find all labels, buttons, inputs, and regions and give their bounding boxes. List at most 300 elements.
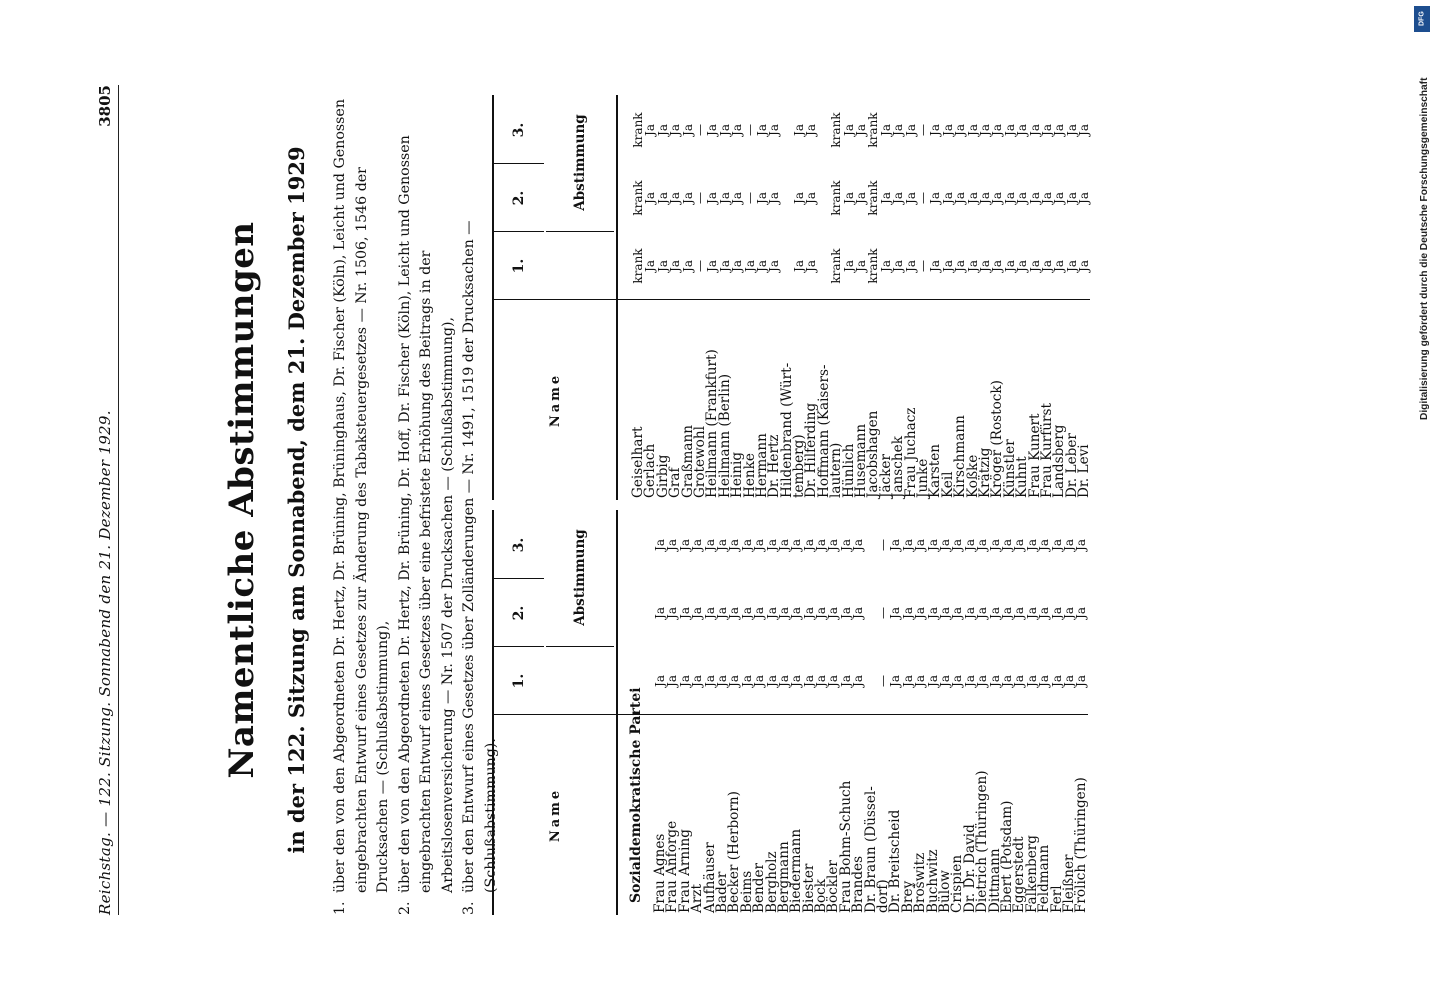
vote-1-value: krank bbox=[631, 248, 645, 284]
vote-item-number: 1. bbox=[332, 901, 348, 915]
vote-3-value: Ja bbox=[655, 124, 670, 136]
vote-3-value: Ja bbox=[680, 124, 695, 136]
member-name: Bader bbox=[713, 871, 730, 913]
member-name: Krätzig bbox=[976, 447, 993, 498]
vote-item bbox=[395, 80, 460, 915]
vote-2-value: Ja bbox=[950, 607, 965, 619]
vote-3-value: Ja bbox=[1074, 539, 1089, 551]
vote-3-value: — bbox=[876, 539, 891, 551]
table-row bbox=[952, 95, 969, 500]
vote-1-value: Ja bbox=[891, 260, 906, 272]
vote-1-value: Ja bbox=[925, 675, 940, 687]
vote-3-value: Ja bbox=[814, 539, 829, 551]
header-vote-2: 2. bbox=[494, 578, 544, 647]
vote-2-value: Ja bbox=[754, 192, 769, 204]
member-name: Girbig bbox=[654, 454, 671, 498]
table-header bbox=[492, 95, 618, 500]
vote-2-value: Ja bbox=[841, 192, 856, 204]
vote-2-value: Ja bbox=[854, 192, 869, 204]
vote-2-value: Ja bbox=[888, 607, 903, 619]
vote-2-value: Ja bbox=[776, 607, 791, 619]
digitization-note: Digitalisierung gefördert durch die Deutsche Forschungsgemeinschaft bbox=[1419, 77, 1430, 420]
table-row bbox=[914, 95, 931, 500]
vote-2-value: Ja bbox=[764, 607, 779, 619]
vote-1-value: Ja bbox=[838, 675, 853, 687]
table-row bbox=[887, 510, 904, 915]
vote-1-value: Ja bbox=[754, 260, 769, 272]
vote-2-value: Ja bbox=[1012, 607, 1027, 619]
vote-3-value: Ja bbox=[999, 539, 1014, 551]
vote-3-value: Ja bbox=[730, 124, 745, 136]
vote-2-value: Ja bbox=[730, 192, 745, 204]
vote-3-value: Ja bbox=[690, 539, 705, 551]
vote-1-value: Ja bbox=[913, 675, 928, 687]
vote-3-value: Ja bbox=[928, 124, 943, 136]
vote-1-value: Ja bbox=[643, 260, 658, 272]
vote-3-value: Ja bbox=[767, 124, 782, 136]
vote-3-value: Ja bbox=[990, 124, 1005, 136]
vote-2-value: Ja bbox=[878, 192, 893, 204]
table-row bbox=[716, 95, 733, 500]
document-page bbox=[52, 0, 1292, 1000]
table-body bbox=[618, 510, 1088, 915]
vote-2-value: Ja bbox=[1052, 192, 1067, 204]
vote-1-value: Ja bbox=[1074, 675, 1089, 687]
vote-1-value: Ja bbox=[975, 675, 990, 687]
vote-3-value: Ja bbox=[838, 539, 853, 551]
member-name: Husemann bbox=[853, 423, 870, 498]
vote-3-value: Ja bbox=[653, 539, 667, 551]
member-name: Hildenbrand (Würt- bbox=[778, 362, 795, 498]
table-row bbox=[1073, 510, 1090, 915]
member-name: Kirschmann bbox=[952, 415, 969, 498]
vote-1-value: Ja bbox=[690, 675, 705, 687]
member-name: Frau Bohm-Schuch bbox=[837, 780, 854, 913]
vote-item-text: über den Entwurf eines Gesetzes über Zolländerungen — Nr. 1491, 1519 der Drucksachen — (Schlußabstimmung). bbox=[461, 220, 499, 893]
table-row bbox=[1063, 95, 1080, 500]
vote-2-value: Ja bbox=[655, 192, 670, 204]
vote-2-value: Ja bbox=[1027, 192, 1042, 204]
vote-3-value: Ja bbox=[1037, 539, 1052, 551]
member-name: Karsten bbox=[927, 444, 944, 498]
vote-1-value: Ja bbox=[999, 675, 1014, 687]
member-name: Brey bbox=[899, 880, 916, 913]
member-name: Frau Arning bbox=[676, 829, 693, 913]
vote-1-value: Ja bbox=[668, 260, 683, 272]
member-name: Ferl bbox=[1048, 885, 1065, 913]
vote-2-value: Ja bbox=[727, 607, 742, 619]
vote-1-value: Ja bbox=[789, 675, 804, 687]
header-vote-3: 3. bbox=[511, 537, 527, 553]
table-row bbox=[862, 510, 879, 915]
vote-1-value: — bbox=[915, 260, 930, 272]
vote-2-value: Ja bbox=[789, 607, 804, 619]
document-title: Namentliche Abstimmungen bbox=[222, 221, 262, 779]
vote-3-value: — bbox=[915, 124, 930, 136]
vote-1-value: Ja bbox=[739, 675, 754, 687]
member-name: Gerlach bbox=[642, 443, 659, 498]
vote-2-value: Ja bbox=[1077, 192, 1092, 204]
vote-1-value: Ja bbox=[841, 260, 856, 272]
table-row bbox=[1036, 510, 1053, 915]
member-name: Bergmann bbox=[775, 841, 792, 913]
vote-2-value: Ja bbox=[752, 607, 767, 619]
vote-2-value: Ja bbox=[940, 192, 955, 204]
page-number: 3805 bbox=[96, 85, 114, 127]
vote-2-value: Ja bbox=[987, 607, 1002, 619]
vote-2-value: Ja bbox=[977, 192, 992, 204]
vote-3-value: Ja bbox=[965, 124, 980, 136]
vote-1-value: Ja bbox=[776, 675, 791, 687]
vote-2-value: Ja bbox=[903, 192, 918, 204]
vote-1-value: Ja bbox=[814, 675, 829, 687]
table-row bbox=[828, 95, 845, 500]
vote-3-value: Ja bbox=[900, 539, 915, 551]
table-rows bbox=[630, 95, 1093, 500]
vote-3-value: Ja bbox=[739, 539, 754, 551]
member-name: Dr. Hilferding bbox=[803, 402, 820, 498]
member-name: Heilmann (Berlin) bbox=[716, 373, 733, 498]
vote-1-value: Ja bbox=[878, 260, 893, 272]
member-name: Keil bbox=[939, 471, 956, 498]
vote-1-value: Ja bbox=[965, 260, 980, 272]
member-name: Frau Kurfürst bbox=[1038, 403, 1055, 498]
vote-3-value: Ja bbox=[1039, 124, 1054, 136]
table-row bbox=[738, 510, 755, 915]
table-body bbox=[618, 95, 1093, 500]
vote-2-value: Ja bbox=[1039, 192, 1054, 204]
vote-1-value: krank bbox=[829, 248, 844, 284]
member-name: Brandes bbox=[850, 855, 867, 913]
vote-1-value: Ja bbox=[903, 260, 918, 272]
member-name: Dr. Breitscheid bbox=[887, 809, 904, 913]
vote-1-value: Ja bbox=[990, 260, 1005, 272]
vote-1-value: Ja bbox=[900, 675, 915, 687]
vote-1-value: Ja bbox=[1049, 675, 1064, 687]
vote-2-value: krank bbox=[866, 180, 881, 216]
vote-1-value: Ja bbox=[1012, 675, 1027, 687]
member-name: Frau Juchacz bbox=[902, 407, 919, 498]
vote-3-value: krank bbox=[631, 112, 645, 148]
vote-item-number: 2. bbox=[396, 901, 413, 915]
vote-2-value: Ja bbox=[767, 192, 782, 204]
vote-3-value: Ja bbox=[977, 124, 992, 136]
member-name: Kuhnt bbox=[1014, 456, 1031, 498]
vote-2-value: Ja bbox=[965, 192, 980, 204]
vote-3-value: Ja bbox=[804, 124, 819, 136]
vote-1-value: Ja bbox=[1077, 260, 1092, 272]
vote-1-value: Ja bbox=[717, 260, 732, 272]
member-name: Heinig bbox=[729, 451, 746, 498]
vote-1-value: Ja bbox=[977, 260, 992, 272]
document-subtitle: in der 122. Sitzung am Sonnabend, dem 21. Dezember 1929 bbox=[284, 146, 309, 854]
member-name: Biedermann bbox=[788, 828, 805, 913]
member-name: Grotewohl bbox=[691, 426, 708, 498]
vote-1-value: Ja bbox=[1061, 675, 1076, 687]
vote-3-value: Ja bbox=[714, 539, 729, 551]
vote-3-value: Ja bbox=[841, 124, 856, 136]
vote-3-value: Ja bbox=[878, 124, 893, 136]
vote-2-value: Ja bbox=[653, 607, 667, 619]
vote-3-value: Ja bbox=[717, 124, 732, 136]
vote-3-value: Ja bbox=[888, 539, 903, 551]
vote-3-value: Ja bbox=[752, 539, 767, 551]
vote-3-value: Ja bbox=[854, 124, 869, 136]
vote-2-value: Ja bbox=[999, 607, 1014, 619]
vote-1-value: Ja bbox=[677, 675, 692, 687]
vote-1-value: Ja bbox=[940, 260, 955, 272]
member-name: Frau Kunert bbox=[1026, 413, 1043, 498]
vote-2-value: Ja bbox=[937, 607, 952, 619]
member-name: Landsberg bbox=[1051, 424, 1068, 498]
member-name: Bülow bbox=[936, 870, 953, 913]
vote-1-value: Ja bbox=[1064, 260, 1079, 272]
vote-2-value: Ja bbox=[928, 192, 943, 204]
header-abstimmung: Abstimmung bbox=[546, 509, 614, 647]
member-name: Hermann bbox=[753, 433, 770, 498]
vote-2-value: Ja bbox=[814, 607, 829, 619]
vote-3-value: Ja bbox=[677, 539, 692, 551]
member-name: Feldmann bbox=[1036, 844, 1053, 913]
vote-table-right bbox=[492, 95, 1093, 500]
table-row bbox=[726, 510, 743, 915]
member-name: Bender bbox=[751, 862, 768, 913]
table-row bbox=[701, 510, 718, 915]
member-name: temberg) bbox=[791, 434, 808, 498]
member-name: Jacobshagen bbox=[865, 410, 882, 498]
table-row bbox=[1001, 95, 1018, 500]
table-row bbox=[964, 95, 981, 500]
table-row bbox=[676, 510, 693, 915]
vote-3-value: Ja bbox=[851, 539, 866, 551]
table-row bbox=[837, 510, 854, 915]
vote-2-value: — bbox=[692, 192, 707, 204]
vote-2-value: Ja bbox=[953, 192, 968, 204]
member-name: dorf) bbox=[875, 879, 892, 913]
vote-3-value: Ja bbox=[1002, 124, 1017, 136]
vote-1-value: Ja bbox=[702, 675, 717, 687]
vote-2-value: Ja bbox=[1002, 192, 1017, 204]
vote-1-value: Ja bbox=[1015, 260, 1030, 272]
table-row bbox=[788, 510, 805, 915]
vote-3-value: Ja bbox=[913, 539, 928, 551]
vote-2-value: Ja bbox=[851, 607, 866, 619]
vote-2-value: Ja bbox=[925, 607, 940, 619]
member-name: Frölich (Thüringen) bbox=[1073, 777, 1090, 913]
vote-2-value: Ja bbox=[739, 607, 754, 619]
vote-1-value: Ja bbox=[742, 260, 757, 272]
vote-3-value: Ja bbox=[940, 124, 955, 136]
vote-1-value: Ja bbox=[1039, 260, 1054, 272]
table-row bbox=[815, 95, 832, 500]
vote-3-value: Ja bbox=[727, 539, 742, 551]
vote-2-value: Ja bbox=[801, 607, 816, 619]
vote-3-value: Ja bbox=[1027, 124, 1042, 136]
table-row bbox=[902, 95, 919, 500]
member-name: Dr. Braun (Düssel- bbox=[862, 786, 879, 913]
vote-2-value: — bbox=[742, 192, 757, 204]
member-name: Eggerstedt bbox=[1011, 836, 1028, 913]
table-row bbox=[654, 95, 671, 500]
vote-1-value: Ja bbox=[705, 260, 720, 272]
vote-3-value: Ja bbox=[1024, 539, 1039, 551]
vote-2-value: Ja bbox=[705, 192, 720, 204]
vote-2-value: Ja bbox=[668, 192, 683, 204]
vote-3-value: Ja bbox=[937, 539, 952, 551]
vote-1-value: Ja bbox=[767, 260, 782, 272]
vote-3-value: Ja bbox=[665, 539, 680, 551]
vote-2-value: Ja bbox=[1064, 192, 1079, 204]
vote-3-value: Ja bbox=[1049, 539, 1064, 551]
vote-2-value: Ja bbox=[643, 192, 658, 204]
member-name: Becker (Herborn) bbox=[726, 791, 743, 913]
vote-3-value: Ja bbox=[1012, 539, 1027, 551]
member-name: lautern) bbox=[828, 442, 845, 498]
vote-1-value: Ja bbox=[851, 675, 866, 687]
member-name: Graßmann bbox=[679, 424, 696, 498]
vote-2-value: Ja bbox=[891, 192, 906, 204]
vote-2-value: Ja bbox=[717, 192, 732, 204]
vote-3-value: Ja bbox=[987, 539, 1002, 551]
vote-table-left bbox=[492, 510, 1088, 915]
member-name: Dr. Hertz bbox=[766, 434, 783, 498]
member-name: Bergholz bbox=[763, 851, 780, 913]
vote-3-value: Ja bbox=[1061, 539, 1076, 551]
vote-1-value: Ja bbox=[928, 260, 943, 272]
vote-1-value: Ja bbox=[826, 675, 841, 687]
member-name: Hoffmann (Kaisers- bbox=[815, 364, 832, 498]
vote-3-value: Ja bbox=[903, 124, 918, 136]
vote-1-value: Ja bbox=[1052, 260, 1067, 272]
member-name: Henke bbox=[741, 453, 758, 498]
vote-2-value: Ja bbox=[792, 192, 807, 204]
member-name: Jäcker bbox=[877, 454, 894, 498]
vote-1-value: Ja bbox=[804, 260, 819, 272]
vote-1-value: Ja bbox=[680, 260, 695, 272]
table-row bbox=[813, 510, 830, 915]
table-row bbox=[642, 95, 659, 500]
vote-1-value: Ja bbox=[1002, 260, 1017, 272]
vote-1-value: Ja bbox=[792, 260, 807, 272]
vote-2-value: Ja bbox=[677, 607, 692, 619]
member-name: Dittmann bbox=[986, 848, 1003, 913]
member-name: Janschek bbox=[890, 436, 907, 498]
vote-2-value: Ja bbox=[1061, 607, 1076, 619]
vote-2-value: krank bbox=[829, 180, 844, 216]
member-name: Heilmann (Frankfurt) bbox=[704, 349, 721, 498]
vote-3-value: Ja bbox=[776, 539, 791, 551]
vote-3-value: Ja bbox=[705, 124, 720, 136]
vote-3-value: Ja bbox=[925, 539, 940, 551]
table-row bbox=[927, 95, 944, 500]
member-name: Ebert (Potsdam) bbox=[998, 800, 1015, 913]
table-rows bbox=[654, 510, 1088, 915]
vote-1-value: Ja bbox=[888, 675, 903, 687]
vote-2-value: Ja bbox=[680, 192, 695, 204]
member-name: Hünlich bbox=[840, 443, 857, 498]
vote-2-value: Ja bbox=[900, 607, 915, 619]
vote-1-value: Ja bbox=[653, 675, 667, 687]
dfg-logo: DFG bbox=[1414, 6, 1430, 32]
vote-2-value: Ja bbox=[913, 607, 928, 619]
vote-1-value: Ja bbox=[937, 675, 952, 687]
vote-2-value: Ja bbox=[1015, 192, 1030, 204]
vote-1-value: Ja bbox=[950, 675, 965, 687]
vote-3-value: — bbox=[692, 124, 707, 136]
vote-1-value: Ja bbox=[752, 675, 767, 687]
vote-2-value: Ja bbox=[804, 192, 819, 204]
vote-3-value: Ja bbox=[792, 124, 807, 136]
vote-3-value: Ja bbox=[668, 124, 683, 136]
table-row bbox=[800, 510, 817, 915]
vote-2-value: — bbox=[915, 192, 930, 204]
vote-2-value: Ja bbox=[838, 607, 853, 619]
table-row bbox=[632, 95, 644, 500]
member-name: Frau Anforge bbox=[664, 820, 681, 913]
vote-3-value: Ja bbox=[950, 539, 965, 551]
vote-2-value: Ja bbox=[826, 607, 841, 619]
vote-items-list bbox=[330, 80, 502, 915]
party-heading: Sozialdemokratische Partei bbox=[628, 687, 644, 903]
vote-1-value: Ja bbox=[987, 675, 1002, 687]
vote-2-value: Ja bbox=[1037, 607, 1052, 619]
member-name: Biester bbox=[800, 863, 817, 913]
table-row bbox=[865, 95, 882, 500]
member-name: Graf bbox=[667, 467, 684, 498]
vote-3-value: krank bbox=[829, 112, 844, 148]
vote-item-text: über den von den Abgeordneten Dr. Hertz, Dr. Brüning, Brüninghaus, Dr. Fischer (Köln), Leicht und Genossen eingebrachten Entwurf eines Gesetzes zur Änderung des Tabaksteuergesetzes — Nr. 1506, 1546 der Drucksachen — (Schlußabstimmung), bbox=[332, 99, 391, 893]
vote-2-value: Ja bbox=[962, 607, 977, 619]
vote-1-value: Ja bbox=[1027, 260, 1042, 272]
running-head bbox=[90, 85, 119, 915]
vote-1-value: Ja bbox=[854, 260, 869, 272]
member-name: Junke bbox=[914, 458, 931, 498]
member-name: Buchwitz bbox=[924, 849, 941, 913]
vote-2-value: — bbox=[876, 607, 891, 619]
member-name: Dietrich (Thüringen) bbox=[974, 770, 991, 913]
vote-3-value: Ja bbox=[1052, 124, 1067, 136]
vote-3-value: Ja bbox=[975, 539, 990, 551]
vote-1-value: krank bbox=[866, 248, 881, 284]
vote-1-value: Ja bbox=[962, 675, 977, 687]
vote-3-value: Ja bbox=[962, 539, 977, 551]
vote-3-value: Ja bbox=[801, 539, 816, 551]
member-name: Aufhäuser bbox=[701, 842, 718, 913]
vote-3-value: Ja bbox=[1015, 124, 1030, 136]
vote-3-value: — bbox=[742, 124, 757, 136]
vote-1-value: Ja bbox=[714, 675, 729, 687]
vote-2-value: Ja bbox=[1049, 607, 1064, 619]
vote-3-value: Ja bbox=[789, 539, 804, 551]
vote-2-value: Ja bbox=[702, 607, 717, 619]
table-row bbox=[1076, 95, 1093, 500]
vote-2-value: Ja bbox=[714, 607, 729, 619]
vote-2-value: Ja bbox=[690, 607, 705, 619]
vote-3-value: Ja bbox=[643, 124, 658, 136]
vote-1-value: Ja bbox=[655, 260, 670, 272]
vote-3-value: Ja bbox=[754, 124, 769, 136]
header-name: Name bbox=[494, 299, 616, 500]
header-vote-1: 1. bbox=[494, 231, 544, 300]
member-name: Falkenberg bbox=[1023, 835, 1040, 913]
member-name: Kröger (Rostock) bbox=[989, 380, 1006, 498]
vote-3-value: Ja bbox=[953, 124, 968, 136]
member-name: Fleißner bbox=[1060, 854, 1077, 913]
vote-2-value: Ja bbox=[990, 192, 1005, 204]
vote-2-value: krank bbox=[631, 180, 645, 216]
vote-1-value: — bbox=[692, 260, 707, 272]
vote-1-value: Ja bbox=[764, 675, 779, 687]
